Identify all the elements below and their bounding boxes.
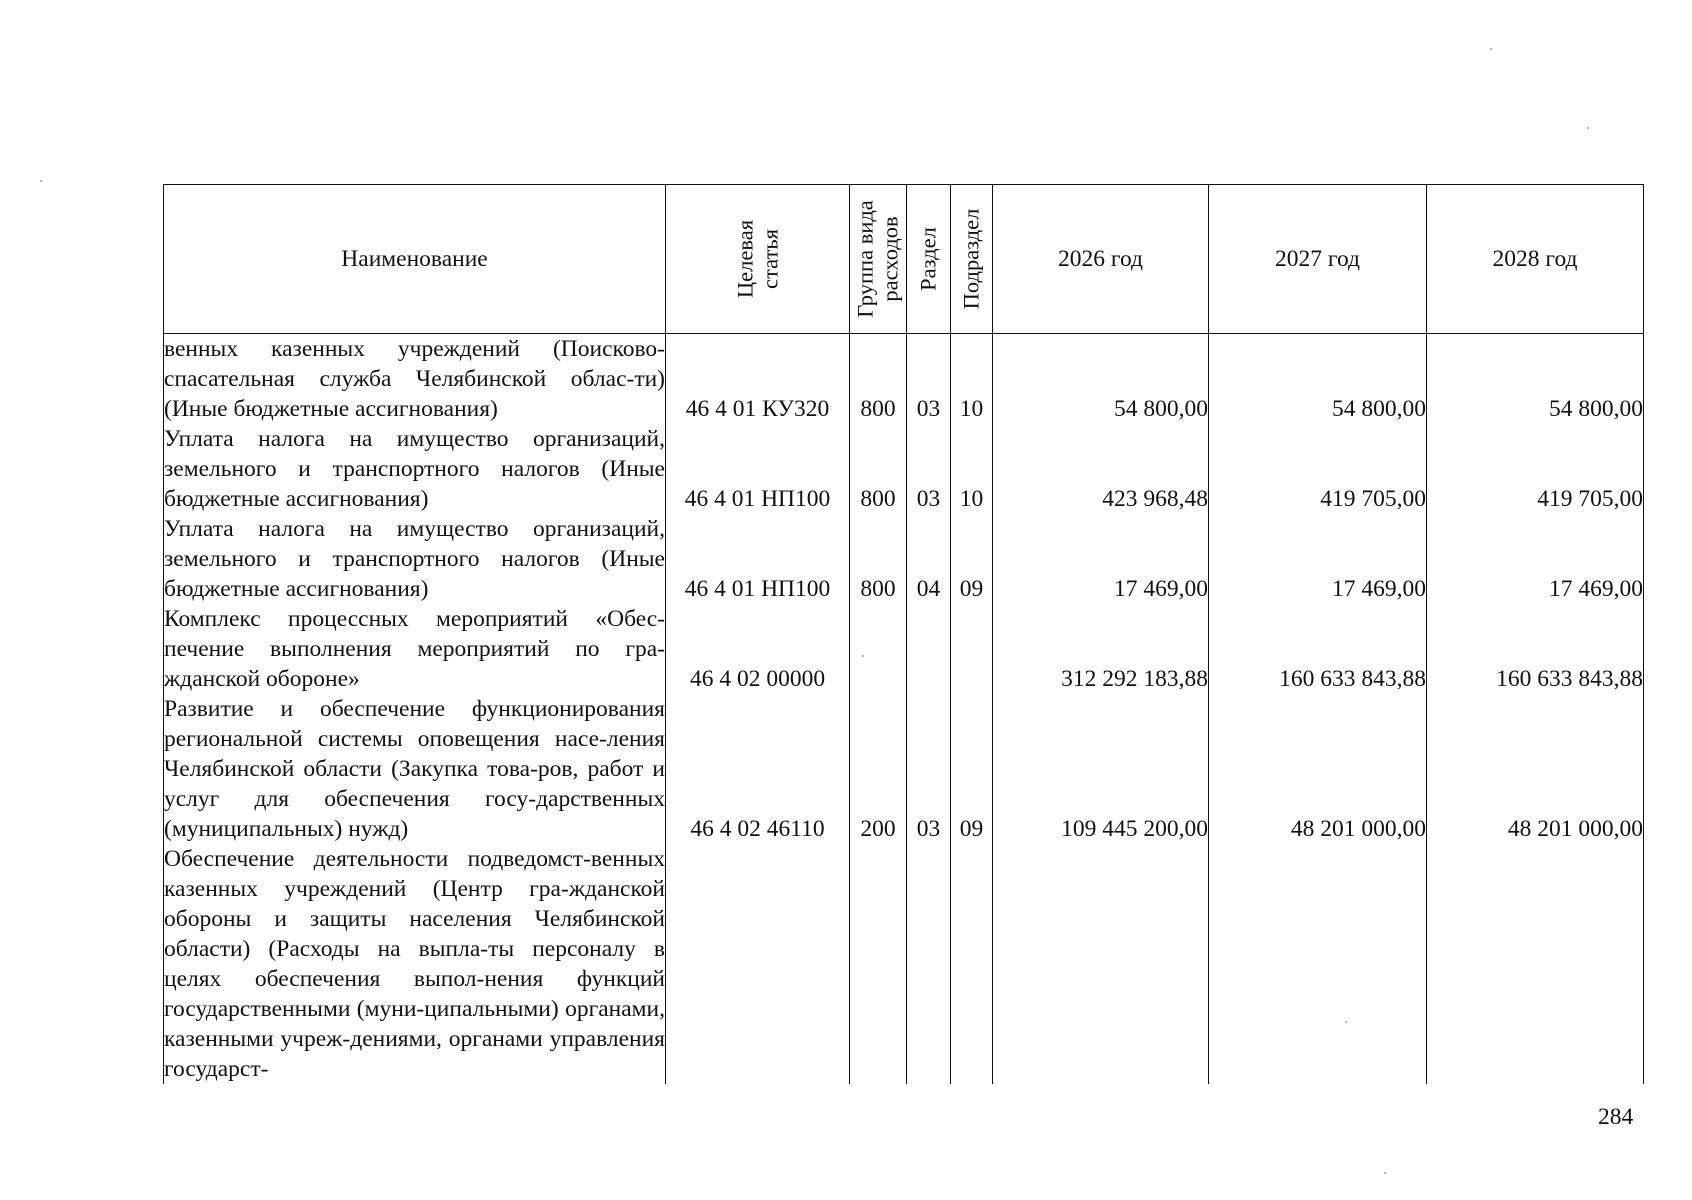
row-2026: 423 968,48 xyxy=(993,424,1209,514)
scan-speck xyxy=(1490,48,1492,50)
scan-speck xyxy=(862,655,864,657)
row-subsection xyxy=(951,844,993,1084)
row-name: Уплата налога на имущество организаций, земельного и транспортного налогов (Иные бюджетные ассигнования) xyxy=(164,516,665,602)
row-section: 03 xyxy=(907,334,951,425)
table-row xyxy=(164,334,1644,425)
header-subsection: Подраздел xyxy=(951,185,993,334)
table-row xyxy=(164,844,1644,1084)
row-2027: 419 705,00 xyxy=(1209,424,1427,514)
row-2028 xyxy=(1427,844,1644,1084)
header-section: Раздел xyxy=(907,185,951,334)
row-2028: 48 201 000,00 xyxy=(1427,694,1644,844)
header-group-line2: расходов xyxy=(877,216,902,302)
row-2026 xyxy=(993,844,1209,1084)
row-2027: 17 469,00 xyxy=(1209,514,1427,604)
table-row xyxy=(164,604,1644,694)
header-2027: 2027 год xyxy=(1209,185,1427,334)
row-group: 800 xyxy=(850,514,907,604)
row-section: 03 xyxy=(907,424,951,514)
row-target xyxy=(666,844,850,1084)
row-group: 800 xyxy=(850,424,907,514)
row-target: 46 4 02 00000 xyxy=(666,604,850,694)
header-2028: 2028 год xyxy=(1427,185,1644,334)
row-subsection: 10 xyxy=(951,424,993,514)
row-2027 xyxy=(1209,844,1427,1084)
budget-table xyxy=(163,184,1644,1084)
page-number: 284 xyxy=(1598,1104,1634,1130)
row-section xyxy=(907,844,951,1084)
row-2026: 109 445 200,00 xyxy=(993,694,1209,844)
row-name: Комплекс процессных мероприятий «Обес-печение выполнения мероприятий по гра-жданской обороне» xyxy=(164,606,665,692)
header-target xyxy=(666,185,850,334)
scan-speck xyxy=(1587,127,1589,129)
header-group-line1: Группа вида xyxy=(852,200,878,318)
row-2026: 54 800,00 xyxy=(993,334,1209,425)
row-section: 04 xyxy=(907,514,951,604)
header-2026: 2026 год xyxy=(993,185,1209,334)
table-row xyxy=(164,694,1644,844)
row-group xyxy=(850,604,907,694)
row-name: Уплата налога на имущество организаций, земельного и транспортного налогов (Иные бюджетные ассигнования) xyxy=(164,426,665,512)
row-2026: 312 292 183,88 xyxy=(993,604,1209,694)
row-section: 03 xyxy=(907,694,951,844)
header-target-line1: Целевая xyxy=(731,219,757,299)
row-2028: 160 633 843,88 xyxy=(1427,604,1644,694)
row-2028: 419 705,00 xyxy=(1427,424,1644,514)
header-group xyxy=(850,185,907,334)
row-target: 46 4 01 КУ320 xyxy=(666,334,850,425)
row-2027: 160 633 843,88 xyxy=(1209,604,1427,694)
row-subsection: 09 xyxy=(951,694,993,844)
row-2028: 54 800,00 xyxy=(1427,334,1644,425)
table-header-row xyxy=(164,185,1644,334)
row-group: 800 xyxy=(850,334,907,425)
row-name: Обеспечение деятельности подведомст-венных казенных учреждений (Центр гра-жданской обороны и защиты населения Челябинской области) (Расходы на выпла-ты персоналу в целях обеспечения выпол-нения функций государственными (муни-ципальными) органами, казенными учреж-дениями, органами управления государст- xyxy=(164,846,665,1082)
scan-speck xyxy=(1384,1172,1386,1174)
row-2027: 48 201 000,00 xyxy=(1209,694,1427,844)
row-subsection xyxy=(951,604,993,694)
row-subsection: 10 xyxy=(951,334,993,425)
row-2026: 17 469,00 xyxy=(993,514,1209,604)
header-name: Наименование xyxy=(164,185,666,334)
row-target: 46 4 02 46110 xyxy=(666,694,850,844)
header-target-line2: статья xyxy=(756,229,782,289)
table-row xyxy=(164,514,1644,604)
table-row xyxy=(164,424,1644,514)
row-2027: 54 800,00 xyxy=(1209,334,1427,425)
row-subsection: 09 xyxy=(951,514,993,604)
scan-speck xyxy=(1345,1021,1347,1023)
row-target: 46 4 01 НП100 xyxy=(666,514,850,604)
scan-speck xyxy=(40,180,42,182)
row-section xyxy=(907,604,951,694)
row-2028: 17 469,00 xyxy=(1427,514,1644,604)
row-target: 46 4 01 НП100 xyxy=(666,424,850,514)
row-name: венных казенных учреждений (Поисково-спасательная служба Челябинской облас-ти) (Иные бюджетные ассигнования) xyxy=(164,334,666,425)
row-group: 200 xyxy=(850,694,907,844)
row-name: Развитие и обеспечение функционирования региональной системы оповещения насе-ления Челябинской области (Закупка това-ров, работ и услуг для обеспечения госу-дарственных (муниципальных) нужд) xyxy=(164,696,665,842)
row-group xyxy=(850,844,907,1084)
